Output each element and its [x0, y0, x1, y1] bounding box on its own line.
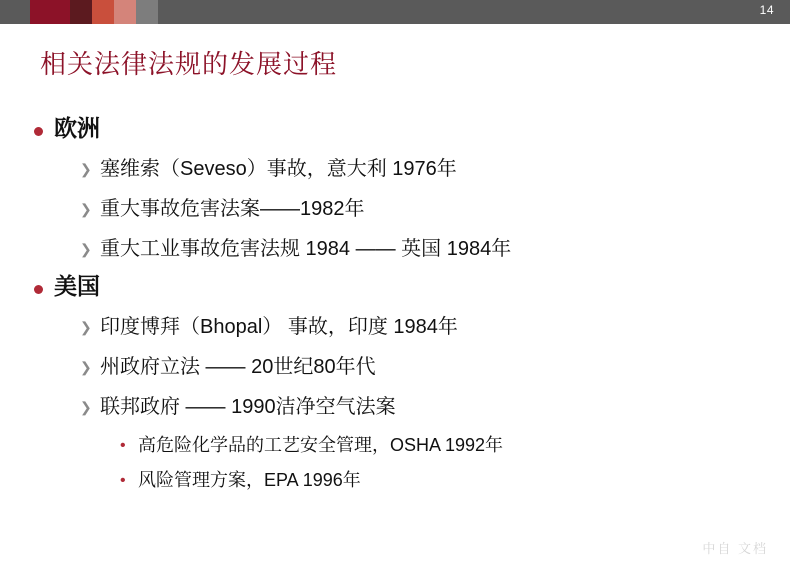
page-title: 相关法律法规的发展过程 [40, 49, 338, 79]
list-item-label: 美国 [54, 273, 100, 299]
swatch-orange-red [92, 0, 114, 24]
chevron-right-icon: ❯ [80, 319, 92, 335]
list-item [34, 388, 764, 426]
chevron-right-icon: ❯ [80, 161, 92, 177]
slide-header-bar [0, 0, 790, 24]
list-item [34, 348, 764, 386]
list-item [34, 270, 764, 302]
disc-bullet-icon [34, 112, 54, 141]
swatch-maroon [70, 0, 92, 24]
dot-bullet-icon: • [120, 472, 126, 489]
list-item [34, 428, 764, 463]
dot-bullet-icon: • [120, 437, 126, 454]
disc-bullet-icon [34, 270, 54, 299]
list-item [34, 230, 764, 268]
chevron-right-icon: ❯ [80, 201, 92, 217]
list-item [34, 112, 764, 144]
list-item [34, 150, 764, 188]
watermark: 中自 文档 [702, 541, 768, 556]
list-item-label: 联邦政府 —— 1990洁净空气法案 [100, 396, 396, 418]
list-item-label: 印度博拜（Bhopal） 事故，印度 1984年 [100, 316, 458, 338]
color-swatch-strip [30, 0, 158, 24]
list-item-label: 风险管理方案，EPA 1996年 [138, 470, 361, 490]
list-item-label: 高危险化学品的工艺安全管理，OSHA 1992年 [138, 435, 504, 455]
list-item-label: 州政府立法 —— 20世纪80年代 [100, 356, 376, 378]
swatch-dark-red [30, 0, 70, 24]
swatch-salmon [114, 0, 136, 24]
chevron-right-icon: ❯ [80, 399, 92, 415]
list-item-label: 塞维索（Seveso）事故，意大利 1976年 [100, 158, 457, 180]
chevron-right-icon: ❯ [80, 241, 92, 257]
list-item-label: 欧洲 [54, 115, 100, 141]
list-item-label: 重大工业事故危害法规 1984 —— 英国 1984年 [100, 238, 512, 260]
page-number: 14 [759, 3, 774, 17]
slide-body [34, 112, 764, 498]
list-item [34, 463, 764, 498]
list-item [34, 190, 764, 228]
list-item-label: 重大事故危害法案——1982年 [100, 198, 365, 220]
swatch-gray [136, 0, 158, 24]
chevron-right-icon: ❯ [80, 359, 92, 375]
list-item [34, 308, 764, 346]
